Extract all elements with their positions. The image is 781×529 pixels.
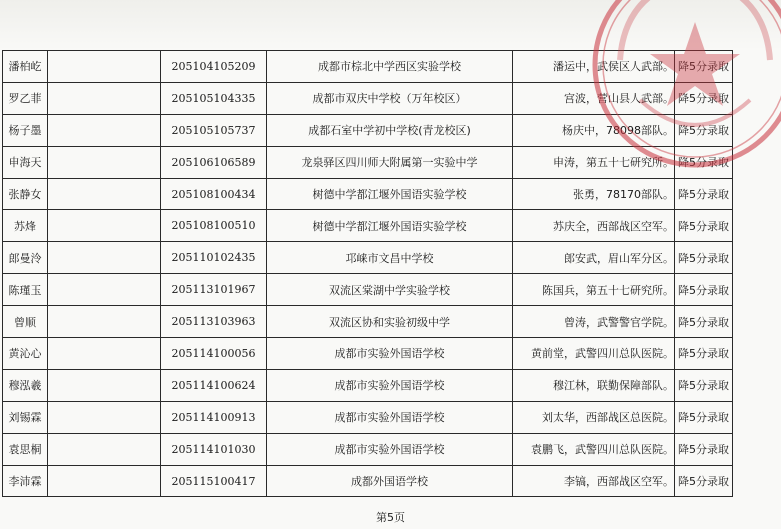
school-cell: 树德中学都江堰外国语实验学校 bbox=[267, 178, 513, 210]
school-cell: 树德中学都江堰外国语实验学校 bbox=[267, 210, 513, 242]
admission-result-cell: 降5分录取 bbox=[675, 178, 733, 210]
parent-unit-cell: 申涛，第五十七研究所。 bbox=[513, 146, 675, 178]
redacted-cell bbox=[48, 146, 161, 178]
school-cell: 邛崃市文昌中学校 bbox=[267, 242, 513, 274]
student-name-cell: 罗乙菲 bbox=[3, 82, 48, 114]
exam-id-cell: 205105105737 bbox=[161, 114, 267, 146]
redacted-cell bbox=[48, 242, 161, 274]
exam-id-cell: 205115100417 bbox=[161, 465, 267, 497]
school-cell: 成都外国语学校 bbox=[267, 465, 513, 497]
school-cell: 成都市双庆中学校（万年校区） bbox=[267, 82, 513, 114]
exam-id-cell: 205114101030 bbox=[161, 433, 267, 465]
redacted-cell bbox=[48, 401, 161, 433]
table-row bbox=[3, 114, 733, 146]
redacted-cell bbox=[48, 82, 161, 114]
student-name-cell: 潘柏屹 bbox=[3, 51, 48, 83]
school-cell: 双流区协和实验初级中学 bbox=[267, 306, 513, 338]
redacted-cell bbox=[48, 178, 161, 210]
student-name-cell: 黄沁心 bbox=[3, 338, 48, 370]
table-row bbox=[3, 433, 733, 465]
table-row bbox=[3, 146, 733, 178]
student-name-cell: 苏烽 bbox=[3, 210, 48, 242]
redacted-cell bbox=[48, 51, 161, 83]
exam-id-cell: 205113103963 bbox=[161, 306, 267, 338]
student-name-cell: 杨子墨 bbox=[3, 114, 48, 146]
admission-result-cell: 降5分录取 bbox=[675, 433, 733, 465]
student-name-cell: 袁思桐 bbox=[3, 433, 48, 465]
table-row bbox=[3, 338, 733, 370]
admission-result-cell: 降5分录取 bbox=[675, 274, 733, 306]
admission-result-cell: 降5分录取 bbox=[675, 338, 733, 370]
redacted-cell bbox=[48, 433, 161, 465]
admission-result-cell: 降5分录取 bbox=[675, 401, 733, 433]
exam-id-cell: 205108100434 bbox=[161, 178, 267, 210]
parent-unit-cell: 苏庆全，西部战区空军。 bbox=[513, 210, 675, 242]
parent-unit-cell: 郎安武，眉山军分区。 bbox=[513, 242, 675, 274]
parent-unit-cell: 李镐，西部战区空军。 bbox=[513, 465, 675, 497]
page-number: 第5页 bbox=[376, 511, 405, 524]
table-row bbox=[3, 242, 733, 274]
table-row bbox=[3, 369, 733, 401]
parent-unit-cell: 袁鹏飞，武警四川总队医院。 bbox=[513, 433, 675, 465]
table-row bbox=[3, 465, 733, 497]
redacted-cell bbox=[48, 369, 161, 401]
table-row bbox=[3, 401, 733, 433]
redacted-cell bbox=[48, 338, 161, 370]
exam-id-cell: 205114100913 bbox=[161, 401, 267, 433]
admission-result-cell: 降5分录取 bbox=[675, 146, 733, 178]
parent-unit-cell: 黄前堂，武警四川总队医院。 bbox=[513, 338, 675, 370]
school-cell: 成都市棕北中学西区实验学校 bbox=[267, 51, 513, 83]
parent-unit-cell: 张勇，78170部队。 bbox=[513, 178, 675, 210]
exam-id-cell: 205114100624 bbox=[161, 369, 267, 401]
exam-id-cell: 205114100056 bbox=[161, 338, 267, 370]
admission-result-cell: 降5分录取 bbox=[675, 51, 733, 83]
school-cell: 成都市实验外国语学校 bbox=[267, 338, 513, 370]
school-cell: 双流区棠湖中学实验学校 bbox=[267, 274, 513, 306]
parent-unit-cell: 穆江林，联勤保障部队。 bbox=[513, 369, 675, 401]
admission-result-cell: 降5分录取 bbox=[675, 306, 733, 338]
admission-result-cell: 降5分录取 bbox=[675, 82, 733, 114]
admission-result-cell: 降5分录取 bbox=[675, 465, 733, 497]
parent-unit-cell: 曾涛，武警警官学院。 bbox=[513, 306, 675, 338]
exam-id-cell: 205113101967 bbox=[161, 274, 267, 306]
admission-table bbox=[2, 50, 733, 497]
admission-result-cell: 降5分录取 bbox=[675, 210, 733, 242]
admission-result-cell: 降5分录取 bbox=[675, 369, 733, 401]
school-cell: 成都市实验外国语学校 bbox=[267, 369, 513, 401]
table-row bbox=[3, 306, 733, 338]
parent-unit-cell: 陈国兵，第五十七研究所。 bbox=[513, 274, 675, 306]
student-name-cell: 张静女 bbox=[3, 178, 48, 210]
school-cell: 龙泉驿区四川师大附属第一实验中学 bbox=[267, 146, 513, 178]
redacted-cell bbox=[48, 114, 161, 146]
student-name-cell: 曾顺 bbox=[3, 306, 48, 338]
parent-unit-cell: 潘运中，武侯区人武部。 bbox=[513, 51, 675, 83]
redacted-cell bbox=[48, 274, 161, 306]
parent-unit-cell: 宫波，营山县人武部。 bbox=[513, 82, 675, 114]
scan-top-edge bbox=[0, 0, 781, 50]
exam-id-cell: 205106106589 bbox=[161, 146, 267, 178]
exam-id-cell: 205104105209 bbox=[161, 51, 267, 83]
student-name-cell: 刘锡霖 bbox=[3, 401, 48, 433]
school-cell: 成都石室中学初中学校(青龙校区) bbox=[267, 114, 513, 146]
table-row bbox=[3, 82, 733, 114]
exam-id-cell: 205108100510 bbox=[161, 210, 267, 242]
parent-unit-cell: 杨庆中，78098部队。 bbox=[513, 114, 675, 146]
student-name-cell: 郎曼泠 bbox=[3, 242, 48, 274]
table-row bbox=[3, 178, 733, 210]
student-name-cell: 李沛霖 bbox=[3, 465, 48, 497]
student-name-cell: 陈瑾玉 bbox=[3, 274, 48, 306]
redacted-cell bbox=[48, 210, 161, 242]
admission-result-cell: 降5分录取 bbox=[675, 242, 733, 274]
admission-table-body bbox=[3, 51, 733, 497]
table-row bbox=[3, 210, 733, 242]
school-cell: 成都市实验外国语学校 bbox=[267, 401, 513, 433]
table-row bbox=[3, 51, 733, 83]
redacted-cell bbox=[48, 465, 161, 497]
exam-id-cell: 205110102435 bbox=[161, 242, 267, 274]
admission-result-cell: 降5分录取 bbox=[675, 114, 733, 146]
student-name-cell: 申海天 bbox=[3, 146, 48, 178]
table-row bbox=[3, 274, 733, 306]
redacted-cell bbox=[48, 306, 161, 338]
parent-unit-cell: 刘太华，西部战区总医院。 bbox=[513, 401, 675, 433]
student-name-cell: 穆泓羲 bbox=[3, 369, 48, 401]
exam-id-cell: 205105104335 bbox=[161, 82, 267, 114]
school-cell: 成都市实验外国语学校 bbox=[267, 433, 513, 465]
